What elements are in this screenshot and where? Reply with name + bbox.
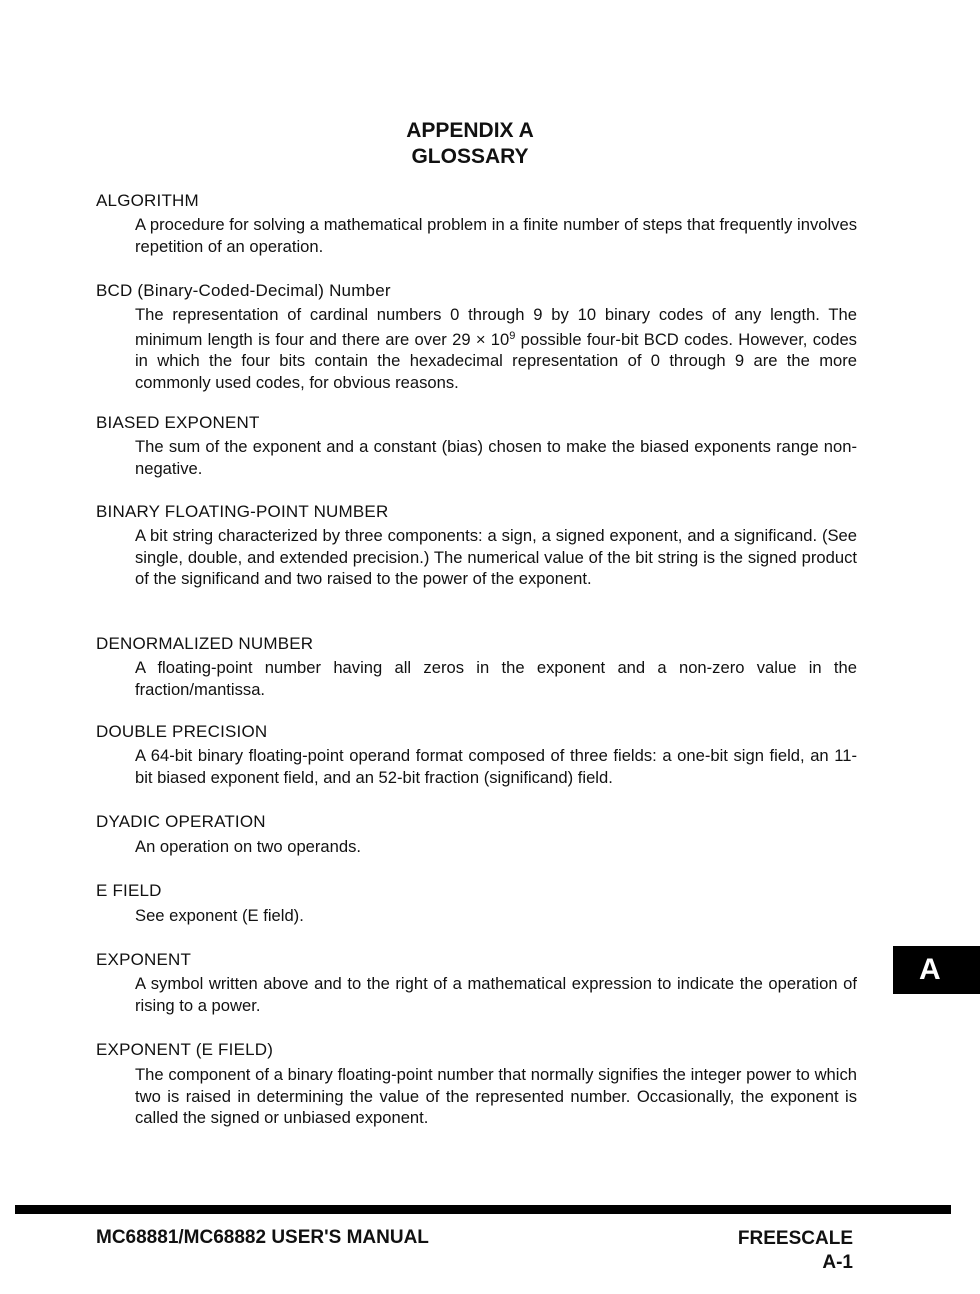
definition-algorithm: A procedure for solving a mathematical problem in a finite number of steps that frequently involves repetition of an operation. (135, 215, 857, 256)
term-double-precision: DOUBLE PRECISION (96, 722, 268, 741)
term-bcd: BCD (Binary-Coded-Decimal) Number (96, 281, 391, 300)
term-e-field: E FIELD (96, 881, 162, 900)
definition-bcd: The representation of cardinal numbers 0 through 9 by 10 binary codes of any length. The minimum length is four and there are over $29 \times 10^9$ possible four-bit BCD codes. However, codes in which the four bits contain the hexadecimal representation of 0 through 9 are the more commonly used codes, for obvious reasons. (135, 305, 857, 392)
footer-rule (15, 1205, 951, 1214)
footer-page-number: A-1 (822, 1252, 853, 1273)
definition-e-field: See exponent (E field). (135, 906, 304, 925)
term-denormalized-number: DENORMALIZED NUMBER (96, 634, 314, 653)
term-exponent-e-field: EXPONENT (E FIELD) (96, 1040, 274, 1059)
glossary-title: GLOSSARY (411, 145, 529, 168)
term-biased-exponent: BIASED EXPONENT (96, 413, 260, 432)
appendix-tab-marker: A (893, 946, 980, 994)
term-dyadic-operation: DYADIC OPERATION (96, 812, 266, 831)
definition-exponent: A symbol written above and to the right of a mathematical expression to indicate the operation of rising to a power. (135, 974, 857, 1015)
definition-denormalized-number: A floating-point number having all zeros in the exponent and a non-zero value in the fraction/mantissa. (135, 658, 857, 699)
footer-company: FREESCALE (737, 1228, 853, 1249)
definition-double-precision: A 64-bit binary floating-point operand format composed of three fields: a one-bit sign field, an 11-bit biased exponent field, and an 52-bit fraction (significand) field. (135, 746, 857, 787)
definition-exponent-e-field: The component of a binary floating-point number that normally signifies the integer power to which two is raised in determining the value of the represented number. Occasionally, the exponent is called the signed or unbiased exponent. (135, 1065, 857, 1127)
appendix-title: APPENDIX A (406, 119, 534, 142)
superscript-nine: 9 (509, 329, 516, 342)
term-algorithm: ALGORITHM (96, 191, 199, 210)
definition-biased-exponent: The sum of the exponent and a constant (bias) chosen to make the biased exponents range non-negative. (135, 437, 857, 478)
definition-dyadic-operation: An operation on two operands. (135, 837, 362, 856)
footer-manual-title: MC68881/MC68882 USER'S MANUAL (96, 1227, 429, 1248)
definition-binary-floating-point-number: A bit string characterized by three components: a sign, a signed exponent, and a significand. (See single, double, and extended precision.) The numerical value of the bit string is the signed product of the significand and two raised to the power of the exponent. (135, 526, 857, 588)
term-exponent: EXPONENT (96, 950, 192, 969)
term-binary-floating-point-number: BINARY FLOATING-POINT NUMBER (96, 502, 389, 521)
